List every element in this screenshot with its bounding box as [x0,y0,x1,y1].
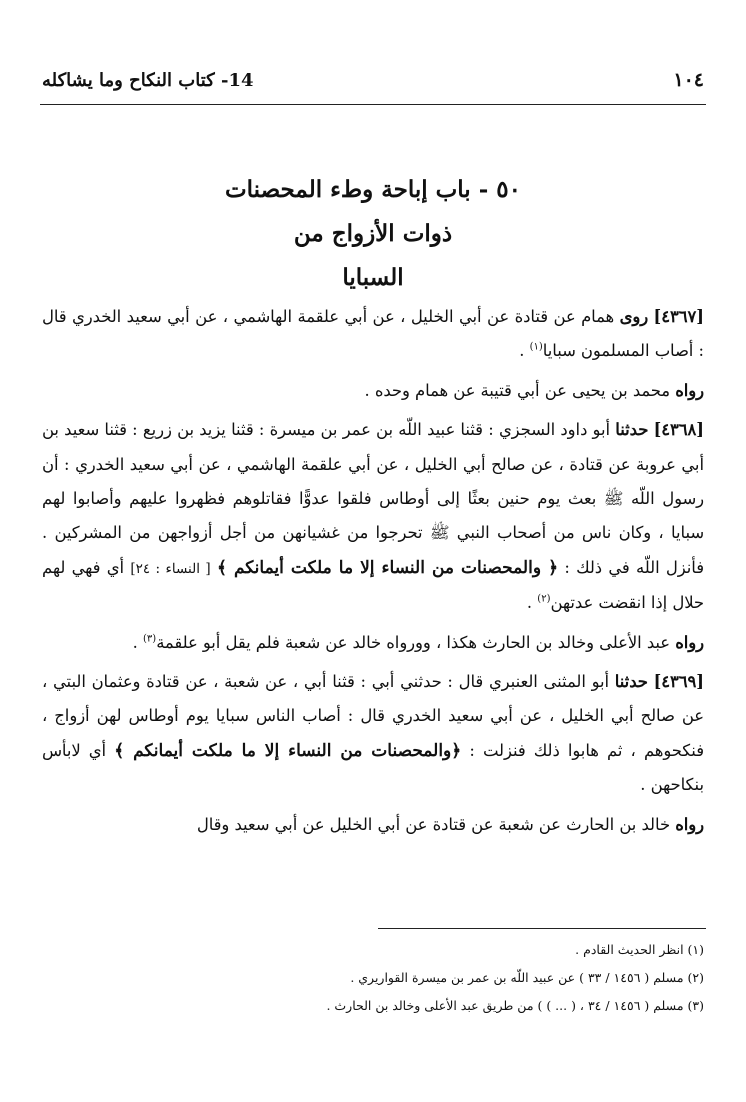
footnote-divider [378,928,706,929]
chapter-title-line-2: ذوات الأزواج من [293,220,453,247]
header-divider [40,104,706,105]
sentence-end: . [526,593,533,613]
page-number: ١٠٤ [673,69,704,91]
footnote-1: (١) انظر الحديث القادم . [575,942,704,957]
footnote-3: (٣) مسلم ( ١٤٥٦ / ٣٤ ، ( ... ) ) من طريق عبد الأعلى وخالد بن الحارث . [326,998,704,1013]
hadith-4369 [42,665,704,803]
page-header [42,62,704,98]
sentence-end: . [519,341,525,361]
chapter-heading [60,168,686,300]
narration-text: خالد بن الحارث عن شعبة عن قتادة عن أبي الخليل عن أبي سعيد وقال [196,814,671,834]
main-text [42,300,704,842]
verse-reference: [ النساء : ٢٤] [130,560,211,577]
hadith-number: [٤٣٦٩] [653,672,704,692]
hadith-number: [٤٣٦٧] [653,307,704,326]
chapter-title-line-3: السبايا [342,264,404,291]
narration-note [42,626,704,660]
narration-keyword: حدثنا [615,420,649,440]
narration-keyword: حدثنا [614,672,648,692]
chapter-title-line-1: ٥٠ - باب إباحة وطء المحصنات [225,176,521,203]
footnote-marker: (٣) [143,633,157,645]
hadith-text: همام عن قتادة عن أبي الخليل ، عن أبي علقمة الهاشمي ، عن أبي سعيد الخدري قال : أصاب المسلمون سبايا [42,307,704,361]
narration-note [42,374,704,408]
footnote-marker: (١) [529,341,543,353]
running-title: 14- كتاب النكاح وما يشاكله [42,69,254,91]
footnote-marker: (٢) [537,593,551,605]
narration-keyword: روى [619,307,649,326]
narration-keyword: رواه [675,814,704,834]
narration-note [42,808,704,842]
hadith-text-continued: أي فهي لهم حلال إذا انقضت عدتهن [42,557,704,613]
narration-keyword: رواه [675,380,704,400]
sentence-end: . [132,632,138,652]
narration-text: عبد الأعلى وخالد بن الحارث هكذا ، وورواه خالد عن شعبة فلم يقل أبو علقمة [156,632,671,652]
hadith-text: أبو المثنى العنبري قال : حدثني أبي : قثنا أبي ، عن شعبة ، عن قتادة وعثمان البتي ، عن صالح أبي الخليل ، عن أبي سعيد الخدري قال : أصاب الناس سبايا يوم أوطاس لهن أزواج ، فنكحوهم ، ثم هابوا ذلك فنزلت : [42,672,704,760]
hadith-number: [٤٣٦٨] [653,420,704,440]
hadith-4368 [42,413,704,620]
hadith-text-continued: أي لابأس بنكاحهن . [42,740,704,795]
footnotes [42,936,704,1020]
quran-verse: ﴿والمحصنات من النساء إلا ما ملكت أيمانكم ﴾ [114,740,462,761]
footnote-2: (٢) مسلم ( ١٤٥٦ / ٣٣ ) عن عبيد اللّه بن عمر بن ميسرة القواريري . [350,970,704,985]
narration-keyword: رواه [675,632,704,652]
quran-verse: ﴿ والمحصنات من النساء إلا ما ملكت أيمانكم ﴾ [216,557,559,578]
hadith-4367 [42,300,704,369]
narration-text: محمد بن يحيى عن أبي قتيبة عن همام وحده . [364,380,671,400]
hadith-text: أبو داود السجزي : قثنا عبيد اللّه بن عمر بن ميسرة : قثنا يزيد بن زريع : قثنا سعيد بن أبي عروبة عن قتادة ، عن صالح أبي الخليل ، عن أبي علقمة الهاشمي ، عن أبي سعيد الخدري : أن رسول اللّه ﷺ بعث يوم حنين بعثًا إلى أوطاس فلقوا عدوًّا فقاتلوهم فظهروا عليهم وأصابوا لهم سبايا ، وكان ناس من أصحاب النبي ﷺ تحرجوا من غشيانهن من أجل أزواجهن من المشركين . فأنزل اللّه في ذلك : [42,420,705,577]
